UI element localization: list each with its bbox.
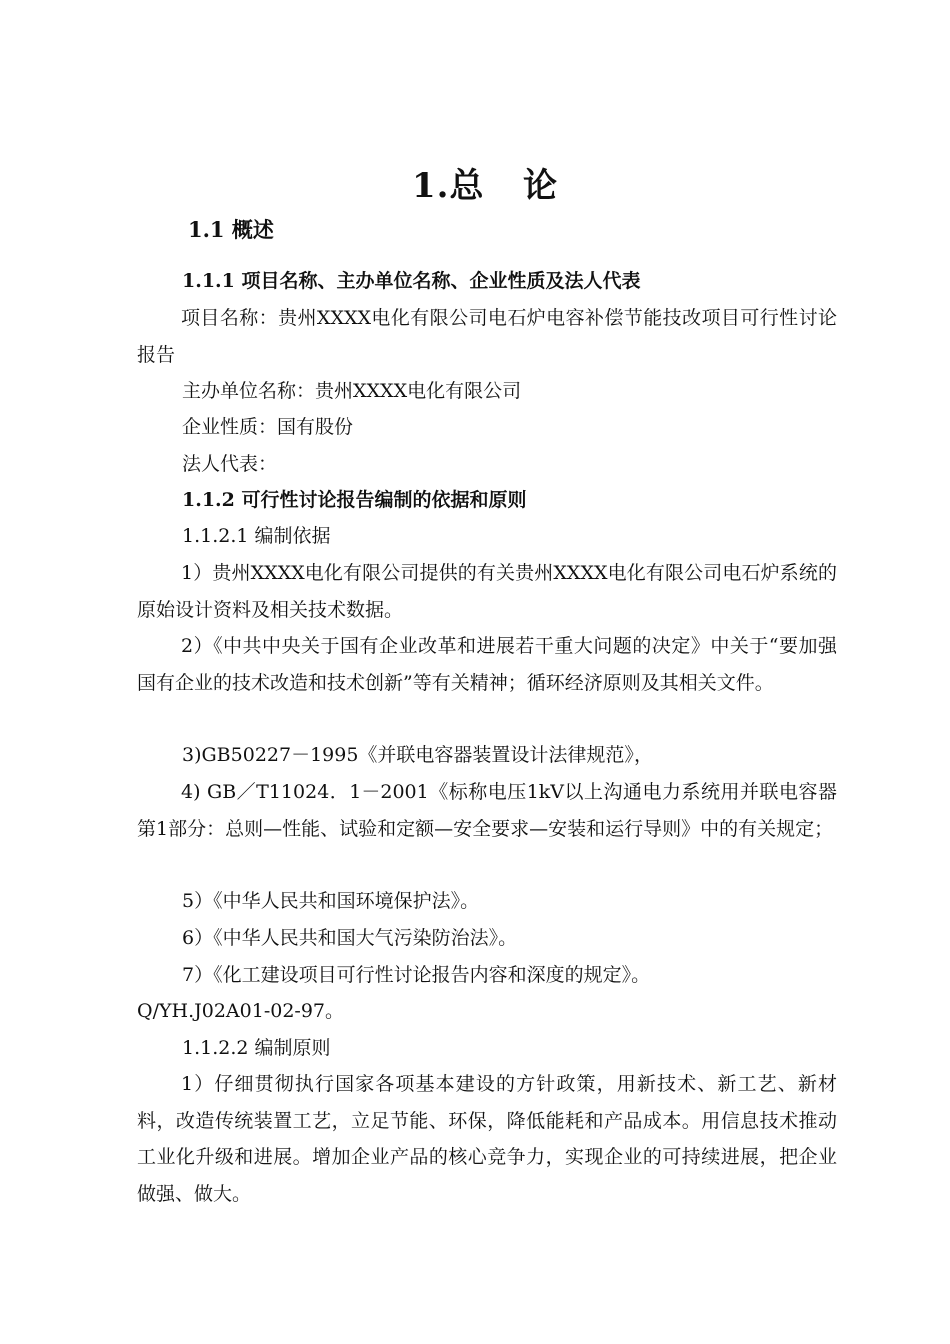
section-heading-1-1-2-2: 1.1.2.2 编制原则 — [182, 1037, 331, 1059]
organizer-line: 主办单位名称：贵州XXXX电化有限公司 — [182, 380, 522, 402]
basis-item-2: 2）《中共中央关于国有企业改革和进展若干重大问题的决定》中关于“要加强国有企业的技术改造和技术创新”等有关精神；循环经济原则及其相关文件。 — [137, 635, 837, 694]
basis-item-6: 6）《中华人民共和国大气污染防治法》。 — [182, 927, 518, 949]
project-name-paragraph: 项目名称：贵州XXXX电化有限公司电石炉电容补偿节能技改项目可行性讨论报告 — [137, 307, 837, 366]
basis-item-4: 4) GB／T11024．1－2001《标称电压1kV以上沟通电力系统用并联电容器第1部分：总则—性能、试验和定额—安全要求—安装和运行导则》中的有关规定； — [137, 781, 837, 840]
principle-item-1: 1）仔细贯彻执行国家各项基本建设的方针政策，用新技术、新工艺、新材料，改造传统装置工艺，立足节能、环保，降低能耗和产品成本。用信息技术推动工业化升级和进展。增加企业产品的核心竞争力，实现企业的可持续进展，把企业做强、做大。 — [137, 1073, 837, 1205]
section-heading-1-1: 1.1 概述 — [188, 217, 274, 242]
chapter-title: 1.总 论 — [411, 166, 558, 206]
enterprise-nature-line: 企业性质：国有股份 — [182, 416, 354, 438]
standard-code-line: Q/YH.J02A01-02-97。 — [137, 1000, 345, 1022]
basis-item-7: 7）《化工建设项目可行性讨论报告内容和深度的规定》。 — [182, 964, 651, 986]
basis-item-3: 3)GB50227－1995《并联电容器装置设计法律规范》， — [182, 744, 653, 766]
section-heading-1-1-1: 1.1.1 项目名称、主办单位名称、企业性质及法人代表 — [182, 270, 641, 292]
section-heading-1-1-2-1: 1.1.2.1 编制依据 — [182, 525, 331, 547]
basis-item-1: 1）贵州XXXX电化有限公司提供的有关贵州XXXX电化有限公司电石炉系统的原始设计资料及相关技术数据。 — [137, 562, 837, 621]
basis-item-5: 5）《中华人民共和国环境保护法》。 — [182, 890, 480, 912]
section-heading-1-1-2: 1.1.2 可行性讨论报告编制的依据和原则 — [182, 489, 527, 511]
legal-representative-line: 法人代表： — [182, 453, 278, 475]
